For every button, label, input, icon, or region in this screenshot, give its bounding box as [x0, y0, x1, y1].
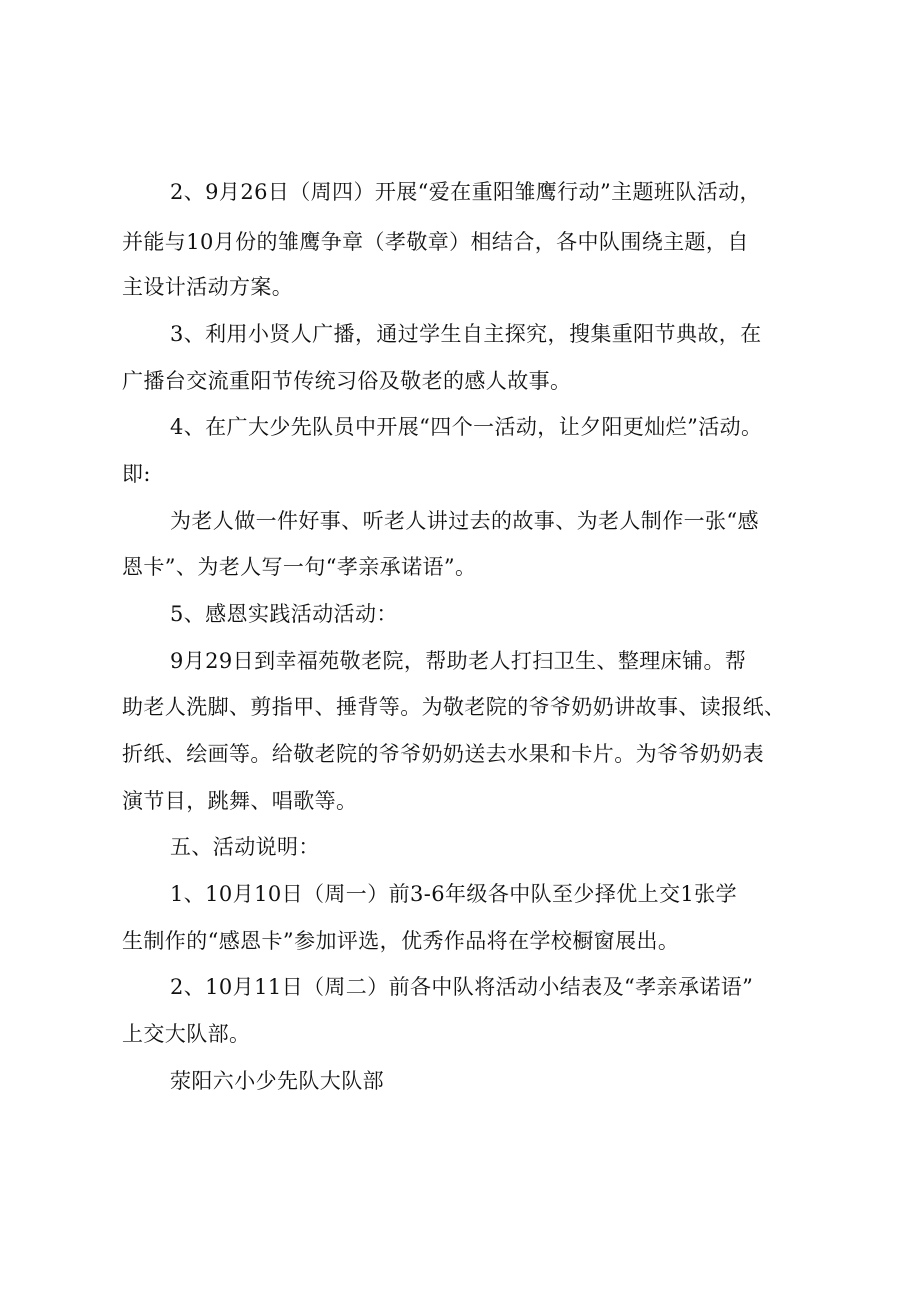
signature-line: 荥阳六小少先队大队部	[170, 1069, 384, 1093]
paragraph-line: 3、利用小贤人广播，通过学生自主探究，搜集重阳节典故，在	[170, 322, 762, 346]
paragraph-line: 2、9月26日（周四）开展“爱在重阳雏鹰行动”主题班队活动，	[170, 180, 761, 204]
paragraph-line: 主设计活动方案。	[122, 275, 294, 299]
paragraph-line: 助老人洗脚、剪指甲、捶背等。为敬老院的爷爷奶奶讲故事、读报纸、	[122, 695, 786, 719]
paragraph-line: 2、10月11日（周二）前各中队将活动小结表及“孝亲承诺语”	[170, 975, 754, 999]
paragraph-line: 上交大队部。	[122, 1022, 251, 1046]
paragraph-line: 恩卡”、为老人写一句“孝亲承诺语”。	[122, 555, 477, 579]
paragraph-line: 即:	[122, 462, 151, 486]
section-heading: 5、感恩实践活动活动：	[170, 602, 398, 626]
paragraph-line: 4、在广大少先队员中开展“四个一活动，让夕阳更灿烂”活动。	[170, 415, 763, 439]
paragraph-line: 为老人做一件好事、听老人讲过去的故事、为老人制作一张“感	[170, 509, 759, 533]
paragraph-line: 广播台交流重阳节传统习俗及敬老的感人故事。	[122, 369, 572, 393]
paragraph-line: 生制作的“感恩卡”参加评选，优秀作品将在学校橱窗展出。	[122, 929, 680, 953]
paragraph-line: 并能与10月份的雏鹰争章（孝敬章）相结合，各中队围绕主题，自	[122, 230, 749, 254]
section-heading: 五、活动说明：	[170, 835, 320, 859]
paragraph-line: 9月29日到幸福苑敬老院，帮助老人打扫卫生、整理床铺。帮	[170, 649, 747, 673]
paragraph-line: 1、10月10日（周一）前3-6年级各中队至少择优上交1张学	[170, 882, 737, 906]
paragraph-line: 演节目，跳舞、唱歌等。	[122, 789, 358, 813]
paragraph-line: 折纸、绘画等。给敬老院的爷爷奶奶送去水果和卡片。为爷爷奶奶表	[122, 742, 764, 766]
